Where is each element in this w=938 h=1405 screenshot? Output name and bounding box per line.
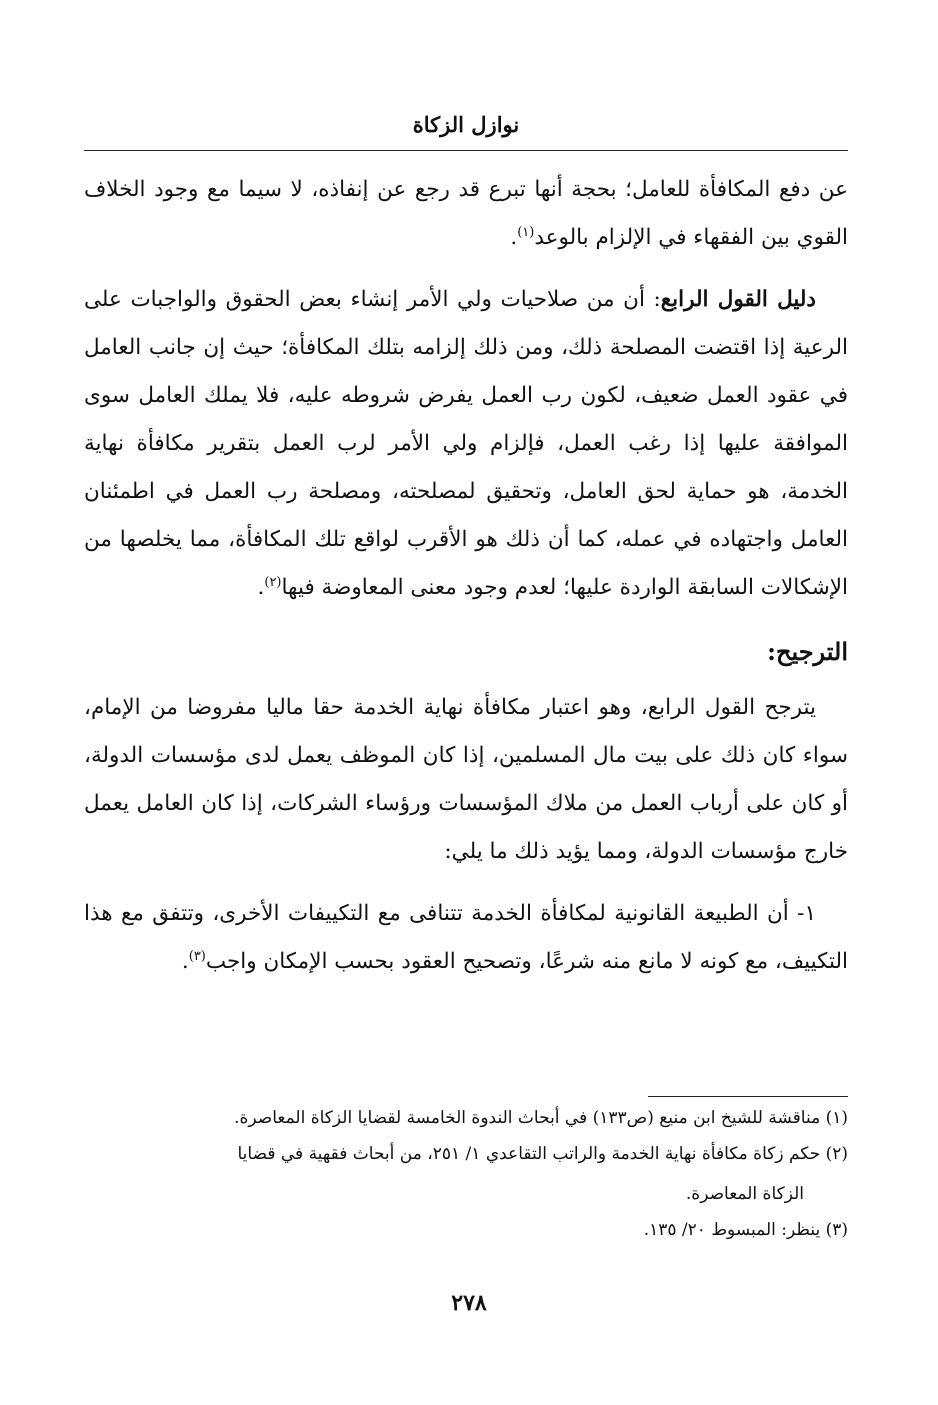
running-header: نوازل الزكاة	[412, 112, 520, 137]
paragraph-3-text: يترجح القول الرابع، وهو اعتبار مكافأة نهاية الخدمة حقا ماليا مفروضا من الإمام، سواء كان ذلك على بيت مال المسلمين، إذا كان الموظف يعمل لدى مؤسسات الدولة، أو كان على أرباب العمل من ملاك المؤسسات ورؤساء الشركات، إذا كان العامل يعمل خارج مؤسسات الدولة، ومما يؤيد ذلك ما يلي:	[84, 695, 848, 864]
paragraph-1-text: عن دفع المكافأة للعامل؛ بحجة أنها تبرع قد رجع عن إنفاذه، لا سيما مع وجود الخلاف القوي بين الفقهاء في الإلزام بالوعد	[84, 177, 848, 250]
paragraph-2-end: .	[257, 575, 265, 600]
paragraph-2-text: : أن من صلاحيات ولي الأمر إنشاء بعض الحقوق والواجبات على الرعية إذا اقتضت المصلحة ذلك، ومن ذلك إلزامه بتلك المكافأة؛ حيث إن جانب العامل في عقود العمل ضعيف، لكون رب العمل يفرض شروطه عليه، فلا يملك العامل سوى الموافقة عليها إذا رغب العمل، فإلزام ولي الأمر لرب العمل بتقرير مكافأة نهاية الخدمة، هو حماية لحق العامل، وتحقيق لمصلحته، ومصلحة رب العمل في اطمئنان العامل واجتهاده في عمله، كما أن ذلك هو الأقرب لواقع تلك المكافأة، مما يخلصها من الإشكالات السابقة الواردة عليها؛ لعدم وجود معنى المعاوضة فيها	[84, 287, 848, 600]
header-divider	[84, 150, 848, 151]
paragraph-2-lead: دليل القول الرابع	[660, 287, 816, 312]
footnotes	[84, 1100, 848, 1248]
paragraph-1-end: .	[510, 225, 518, 250]
footnote-3: (٣) ينظر: المبسوط ٢٠/ ١٣٥.	[643, 1220, 848, 1240]
paragraph-3	[84, 684, 848, 876]
footnote-2-continued: الزكاة المعاصرة.	[685, 1184, 804, 1204]
section-heading: الترجيح:	[767, 637, 848, 666]
footnote-ref-3[interactable]: (٣)	[188, 948, 206, 964]
paragraph-1	[84, 166, 848, 262]
paragraph-4-text: ١- أن الطبيعة القانونية لمكافأة الخدمة تتنافى مع التكييفات الأخرى، وتتفق مع هذا التكييف، مع كونه لا مانع منه شرعًا، وتصحيح العقود بحسب الإمكان واجب	[84, 901, 848, 974]
paragraph-2	[84, 276, 848, 612]
footnote-ref-1[interactable]: (١)	[517, 224, 535, 240]
page-number: ٢٧٨	[451, 1290, 487, 1316]
footnote-2: (٢) حكم زكاة مكافأة نهاية الخدمة والراتب التقاعدي ١/ ٢٥١، من أبحاث فقهية في قضايا	[237, 1144, 848, 1164]
footnote-divider	[648, 1096, 848, 1097]
footnote-ref-2[interactable]: (٢)	[264, 574, 282, 590]
footnote-1: (١) مناقشة للشيخ ابن منيع (ص١٣٣) في أبحاث الندوة الخامسة لقضايا الزكاة المعاصرة.	[234, 1108, 848, 1128]
main-text	[84, 166, 848, 986]
paragraph-4	[84, 890, 848, 986]
paragraph-4-end: .	[181, 949, 189, 974]
